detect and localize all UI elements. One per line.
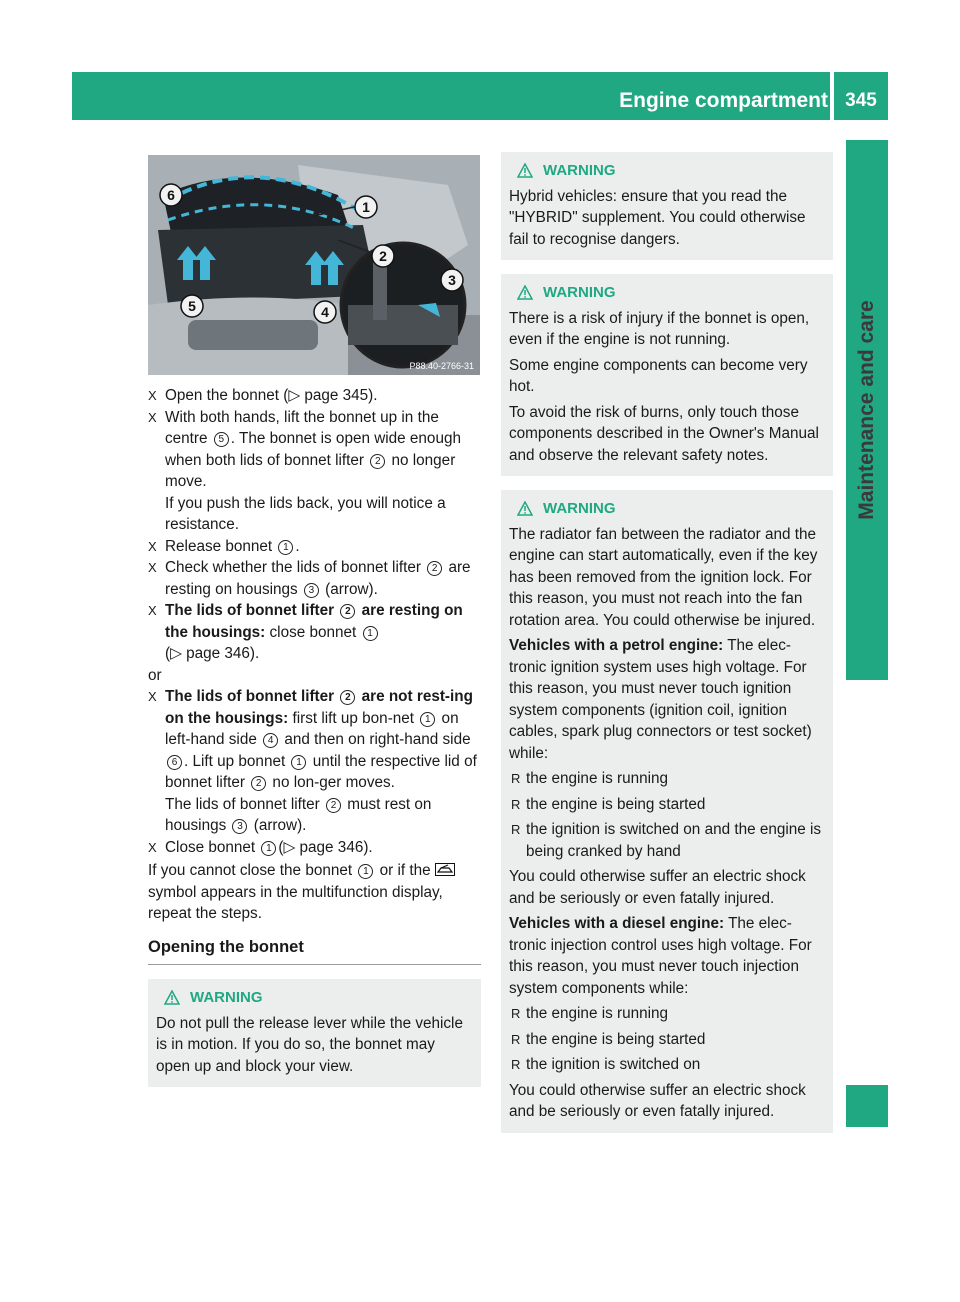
bullet-icon: R <box>511 1006 521 1021</box>
step-lids-not-resting: X The lids of bonnet lifter 2 are not rest-ing on the housings: first lift up bon-net 1 on left-hand side 4 and then on right-hand side 6 . Lift up bonnet 1 until the respective lid of bonnet lifter 2 no lon-ger moves. The lids of bonnet lifter 2 must rest on housings 3 (arrow). <box>148 686 481 837</box>
warning-paragraph: The radiator fan between the radiator and the engine can start automatically, even if the key has been removed from the ignition lock. For this reason, you must not reach into the fan rotation area. You could otherwise be injured. <box>509 525 818 629</box>
warning-paragraph: You could otherwise suffer an electric shock and be seriously or even fatally injured. <box>509 868 806 907</box>
step-lids-resting: X The lids of bonnet lifter 2 are resting on the housings: close bonnet 1 (▷ page 346). <box>148 602 463 662</box>
step-lift-bonnet: X With both hands, lift the bonnet up in the centre 5 . The bonnet is open wide enough when both lids of bonnet lifter 2 no longer move. If you push the lids back, you will notice a resistance. <box>148 407 481 536</box>
step-arrow-icon: X <box>148 603 157 618</box>
warning-triangle-icon <box>164 990 180 1005</box>
list-item: R the engine is being started <box>509 1029 825 1051</box>
side-marker <box>846 1085 888 1127</box>
bullet-icon: R <box>511 1031 521 1047</box>
step-release-bonnet: X Release bonnet 1 . <box>148 536 481 558</box>
side-section-label: Maintenance and care <box>855 300 878 520</box>
bullet-icon: R <box>511 796 521 812</box>
callout-2: 2 <box>326 798 341 813</box>
callout-1: 1 <box>358 864 373 879</box>
warning-text: Do not pull the release lever while the vehicle is in motion. If you do so, the bonnet may open up and block your view. <box>156 1014 463 1075</box>
warning-box-hybrid <box>501 152 833 260</box>
page-ref-icon: ▷ <box>170 645 182 662</box>
callout-1: 1 <box>291 755 306 770</box>
callout-1: 1 <box>420 712 435 727</box>
callout-3: 3 <box>304 583 319 598</box>
callout-4: 4 <box>263 733 278 748</box>
step-note: The lids of bonnet lifter 2 must rest on housings 3 (arrow). <box>165 795 432 834</box>
warning-paragraph: Vehicles with a petrol engine: The elec-tronic ignition system uses high voltage. For this reason, you must never touch ignition system components (ignition coil, ignition cables, spark plug connectors or test socket) while: <box>509 637 812 762</box>
page-ref-icon: ▷ <box>288 387 301 404</box>
right-column <box>501 152 833 1133</box>
callout-3: 3 <box>232 819 247 834</box>
warning-paragraph: To avoid the risk of burns, only touch those components described in the Owner's Manual and observe the relevant safety notes. <box>509 403 819 464</box>
warning-title: WARNING <box>190 989 263 1006</box>
warning-paragraph: Some engine components can become very hot. <box>509 356 808 395</box>
step-check-lids: X Check whether the lids of bonnet lifter 2 are resting on housings 3 (arrow). <box>148 559 471 598</box>
figure-code: P88.40-2766-31 <box>409 361 474 371</box>
callout-5: 5 <box>214 432 229 447</box>
page-ref-icon: ▷ <box>283 838 296 856</box>
figure-callout-1: 1 <box>362 199 370 215</box>
step-note: If you push the lids back, you will notice a resistance. <box>165 494 446 533</box>
callout-1: 1 <box>363 626 378 641</box>
figure-callout-3: 3 <box>448 272 456 288</box>
warning-title: WARNING <box>543 162 616 179</box>
step-arrow-icon: X <box>148 560 157 575</box>
or-text: or <box>148 666 162 684</box>
warning-triangle-icon <box>517 501 533 516</box>
step-arrow-icon: X <box>148 839 157 855</box>
bonnet-illustration <box>148 155 480 375</box>
callout-2: 2 <box>340 690 355 705</box>
figure-callout-5: 5 <box>188 298 196 314</box>
bullet-icon: R <box>511 822 521 837</box>
list-item: R the ignition is switched on and the engine is being cranked by hand <box>511 821 822 860</box>
section-title: Opening the bonnet <box>148 937 481 966</box>
warning-title: WARNING <box>543 500 616 517</box>
callout-1: 1 <box>261 841 276 856</box>
warning-box <box>148 979 481 1087</box>
callout-1: 1 <box>278 540 293 555</box>
step-open-bonnet: X Open the bonnet (▷ page 345). <box>148 385 481 407</box>
list-item: R the engine is running <box>509 768 825 790</box>
callout-6: 6 <box>167 755 182 770</box>
step-close-bonnet: X Close bonnet 1 (▷ page 346). <box>148 837 481 859</box>
callout-2: 2 <box>427 561 442 576</box>
bonnet-open-symbol-icon <box>435 863 455 876</box>
page-header-title: Engine compartment <box>619 89 828 112</box>
step-arrow-icon: X <box>148 388 157 403</box>
warning-triangle-icon <box>517 285 533 300</box>
step-arrow-icon: X <box>148 689 157 704</box>
warning-paragraph: Vehicles with a diesel engine: The elec-tronic injection control uses high voltage. For this reason, you must never touch injection system components while: <box>509 915 812 997</box>
callout-2: 2 <box>340 604 355 619</box>
callout-2: 2 <box>370 454 385 469</box>
list-item: R the engine is running <box>509 1003 825 1025</box>
left-column <box>148 385 481 1087</box>
list-item: R the ignition is switched on <box>509 1054 825 1076</box>
step-arrow-icon: X <box>148 538 157 554</box>
warning-box-fan-voltage <box>501 490 833 1133</box>
page-number: 345 <box>845 90 877 111</box>
bullet-icon: R <box>511 771 521 786</box>
step-arrow-icon: X <box>148 409 157 425</box>
figure-callout-4: 4 <box>321 304 329 320</box>
callout-2: 2 <box>251 776 266 791</box>
warning-triangle-icon <box>517 163 533 178</box>
warning-text: Hybrid vehicles: ensure that you read the "HYBRID" supplement. You could otherwise fail to recognise dangers. <box>509 187 806 248</box>
figure-callout-2: 2 <box>379 248 387 264</box>
repeat-steps-paragraph: If you cannot close the bonnet 1 or if the symbol appears in the multifunction display, repeat the steps. <box>148 860 481 925</box>
engine-bonnet-figure <box>148 155 480 375</box>
figure-callout-6: 6 <box>167 187 175 203</box>
warning-title: WARNING <box>543 284 616 301</box>
warning-box-burns <box>501 274 833 476</box>
warning-paragraph: You could otherwise suffer an electric shock and be seriously or even fatally injured. <box>509 1081 806 1120</box>
list-item: R the engine is being started <box>509 794 825 816</box>
warning-paragraph: There is a risk of injury if the bonnet is open, even if the engine is not running. <box>509 309 810 348</box>
bullet-icon: R <box>511 1057 521 1072</box>
